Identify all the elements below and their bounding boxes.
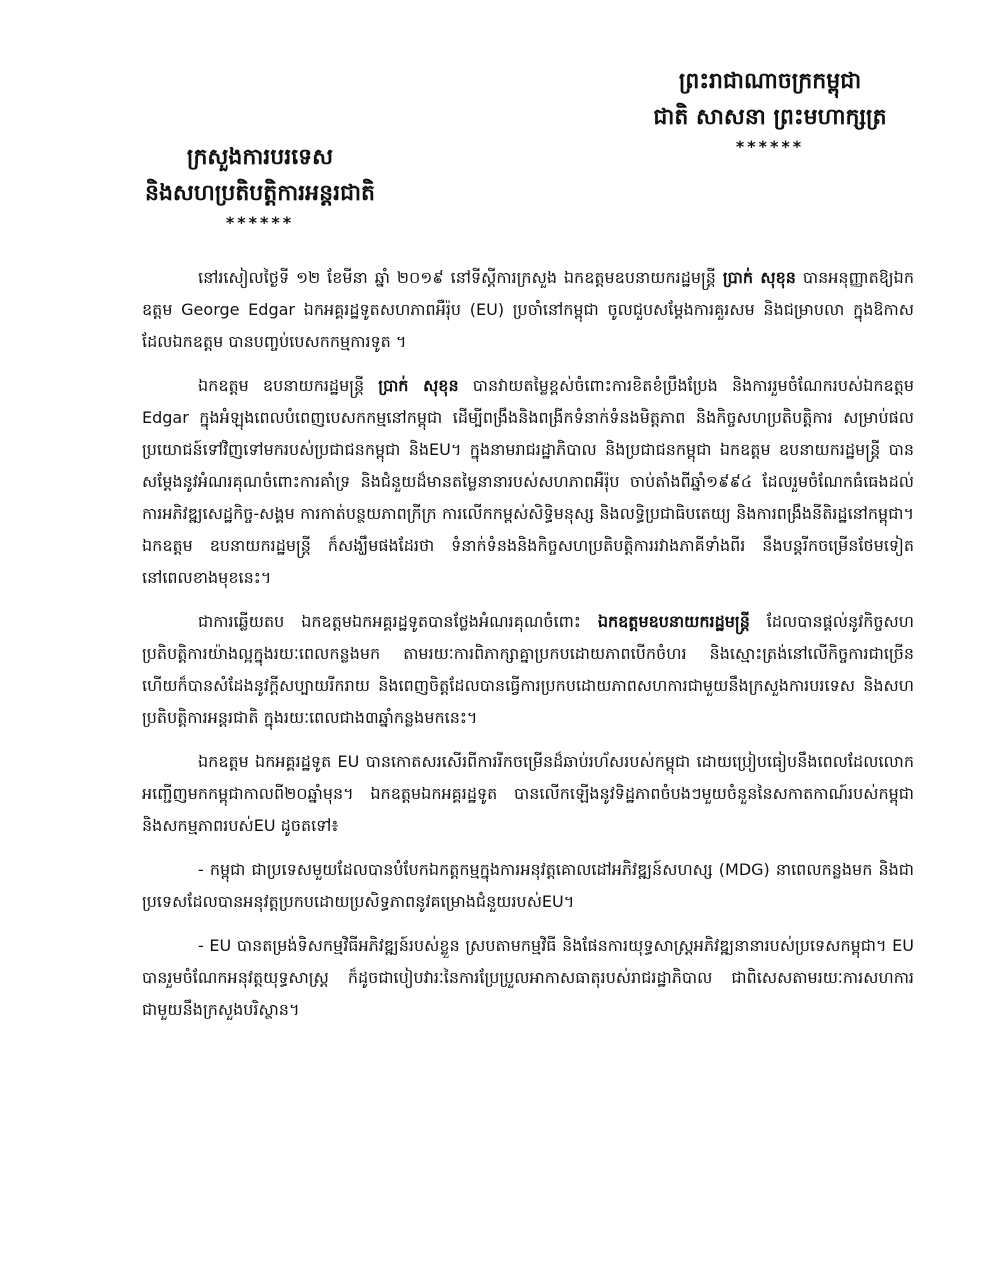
paragraph-1-text-c: បានអនុញ្ញាតឱ្យឯកឧត្តម George Edgar ឯកអគ្គរដ្ឋទូតសហភាពអឺរ៉ុប (EU) ប្រចាំនៅកម្ពុជា ចូលជួបសម្តែងការគួរសម និងជម្រាបលា ក្នុងឱកាសដែលឯកឧត្តម បានបញ្ចប់បេសកកម្មការទូត ។: [142, 268, 914, 351]
ministry-header: [130, 140, 390, 232]
paragraph-1: [142, 262, 914, 358]
paragraph-1-text-a: នៅរសៀលថ្ងៃទី ១២ ខែមីនា ឆ្នាំ ២០១៩ នៅទីស្តីការក្រសួង ឯកឧត្តមឧបនាយករដ្ឋមន្ត្រី: [198, 268, 723, 287]
ministry-separator: ******: [225, 213, 295, 232]
paragraph-2: [142, 370, 914, 594]
kingdom-title: ព្រះរាជាណាចក្រកម្ពុជា: [678, 69, 862, 94]
paragraph-3: [142, 606, 914, 734]
bullet-point-1: - កម្ពុជា ជាប្រទេសមួយដែលបានបំបែកឯកត្តកម្មក្នុងការអនុវត្តគោលដៅអភិវឌ្ឍន៍សហស្ស (MDG) នាពេលកន្លងមក និងជាប្រទេសដែលបានអនុវត្តប្រកបដោយប្រសិទ្ធភាពនូវគម្រោងជំនួយរបស់EU។: [142, 860, 914, 911]
paragraph-2-text-a: ឯកឧត្តម ឧបនាយករដ្ឋមន្ត្រី: [198, 376, 379, 395]
paragraph-2-text-c: បានវាយតម្លៃខ្ពស់ចំពោះការខិតខំប្រឹងប្រែង និងការរួមចំណែករបស់ឯកឧត្តម Edgar ក្នុងអំឡុងពេលបំពេញបេសកកម្មនៅកម្ពុជា ដើម្បីពង្រឹងនិងពង្រីកទំនាក់ទំនងមិត្តភាព និងកិច្ចសហប្រតិបត្តិការ សម្រាប់ផលប្រយោជន៍ទៅវិញទៅមករបស់ប្រជាជនកម្ពុជា និងEU។ ក្នុងនាមរាជរដ្ឋាភិបាល និងប្រជាជនកម្ពុជា ឯកឧត្តម ឧបនាយករដ្ឋមន្ត្រី បានសម្តែងនូវអំណរគុណចំពោះការគាំទ្រ និងជំនួយដ៏មានតម្លៃនានារបស់សហភាពអឺរ៉ុប ចាប់តាំងពីឆ្នាំ១៩៩៤ ដែលរួមចំណែកធំធេងដល់ការអភិវឌ្ឍសេដ្ឋកិច្ច-សង្គម ការកាត់បន្ថយភាពក្រីក្រ ការលើកកម្ពស់សិទ្ធិមនុស្ស និងលទ្ធិប្រជាធិបតេយ្យ និងការពង្រឹងនីតិរដ្ឋនៅកម្ពុជា។ ឯកឧត្តម ឧបនាយករដ្ឋមន្ត្រី ក៏សង្ឃឹមផងដែរថា ទំនាក់ទំនងនិងកិច្ចសហប្រតិបត្តិការរវាងភាគីទាំងពីរ នឹងបន្តរីកចម្រើនថែមទៀតនៅពេលខាងមុខនេះ។: [142, 376, 914, 587]
minister-name: ប្រាក់ សុខុន: [378, 376, 459, 395]
bullet-point-2: - EU បានតម្រង់ទិសកម្មវិធីអភិវឌ្ឍន៍របស់ខ្លួន ស្របតាមកម្មវិធី និងផែនការយុទ្ធសាស្ត្រអភិវឌ្ឍនានារបស់ប្រទេសកម្ពុជា។ EU បានរួមចំណែកអនុវត្តយុទ្ធសាស្ត្រ ក៏ដូចជាបៀបវារៈនៃការប្រែប្រួលអាកាសធាតុរបស់រាជរដ្ឋាភិបាល ជាពិសេសតាមរយៈការសហការជាមួយនឹងក្រសួងបរិស្ថាន។: [142, 936, 914, 1019]
kingdom-separator: ******: [735, 137, 805, 156]
ministry-name-line2: និងសហប្រតិបត្តិការអន្តរជាតិ: [145, 181, 375, 206]
paragraph-4: ឯកឧត្តម ឯកអគ្គរដ្ឋទូត EU បានកោតសរសើរពីការរីកចម្រើនដ៏ឆាប់រហ័សរបស់កម្ពុជា ដោយប្រៀបធៀបនឹងពេលដែលលោកអញ្ជើញមកកម្ពុជាកាលពី២០ឆ្នាំមុន។ ឯកឧត្តមឯកអគ្គរដ្ឋទូត បានលើកឡើងនូវទិដ្ឋភាពចំបងៗមួយចំនួននៃសកាតកាណ៍របស់កម្ពុជា និងសកម្មភាពរបស់EU ដូចតទៅ៖: [142, 752, 914, 835]
deputy-pm-title: ឯកឧត្តមឧបនាយករដ្ឋមន្ត្រី: [597, 612, 750, 631]
minister-name: ប្រាក់ សុខុន: [722, 268, 796, 287]
paragraph-3-text-c: ដែលបានផ្តល់នូវកិច្ចសហប្រតិបត្តិការយ៉ាងល្អក្នុងរយៈពេលកន្លងមក តាមរយៈការពិភាក្សាគ្នាប្រកបដោយភាពបើកចំហរ និងស្មោះត្រង់នៅលើកិច្ចការជាច្រើន ហើយក៏បានសំដែងនូវក្តីសប្បាយរីករាយ និងពេញចិត្តដែលបានធ្វើការប្រកបដោយភាពសហការជាមួយនឹងក្រសួងការបរទេស និងសហប្រតិបត្តិការអន្តរជាតិ ក្នុងរយៈពេលជាង៣ឆ្នាំកន្លងមកនេះ។: [142, 612, 915, 727]
kingdom-header: [640, 64, 900, 156]
kingdom-motto: ជាតិ សាសនា ព្រះមហាក្សត្រ: [653, 105, 887, 130]
paragraph-3-text-a: ជាការឆ្លើយតប ឯកឧត្តមឯកអគ្គរដ្ឋទូតបានថ្លែងអំណរគុណចំពោះ: [198, 612, 598, 631]
ministry-name-line1: ក្រសួងការបរទេស: [186, 145, 334, 170]
press-release-body: [142, 262, 914, 1036]
